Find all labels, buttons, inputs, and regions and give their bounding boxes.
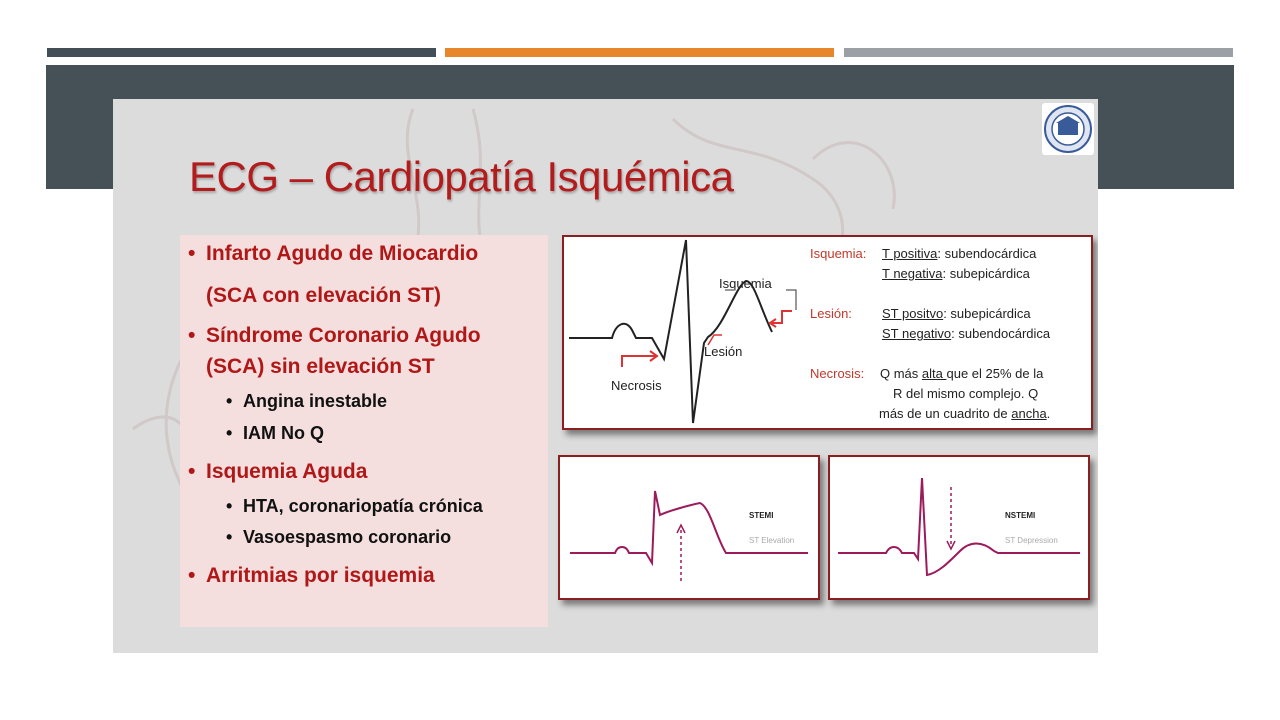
necrosis-line2: R del mismo complejo. Q bbox=[893, 386, 1039, 401]
necrosis-line3: más de un cuadrito de ancha. bbox=[879, 406, 1051, 421]
bullet-text: Síndrome Coronario Agudo bbox=[206, 324, 481, 347]
bullet-text: Infarto Agudo de Miocardio bbox=[206, 242, 479, 265]
isquemia-key: Isquemia: bbox=[810, 246, 867, 261]
necrosis-line1: Q más alta que el 25% de la bbox=[880, 366, 1044, 381]
bullet-text: (SCA) sin elevación ST bbox=[206, 355, 435, 378]
decor-bar-gray bbox=[844, 48, 1233, 57]
stemi-subtitle: ST Elevation bbox=[749, 536, 795, 545]
isquemia-label: Isquemia bbox=[719, 276, 772, 291]
nstemi-title: NSTEMI bbox=[1005, 511, 1036, 520]
bullet-text: (SCA con elevación ST) bbox=[206, 284, 441, 307]
lesion-label: Lesión bbox=[704, 344, 743, 359]
necrosis-label: Necrosis bbox=[611, 378, 662, 393]
slide-image bbox=[113, 99, 1098, 653]
ecg-main-figure bbox=[562, 235, 1093, 430]
isquemia-tneg: T negativa: subepicárdica bbox=[882, 266, 1030, 281]
sub-bullet-text: HTA, coronariopatía crónica bbox=[243, 496, 483, 516]
slide-title: ECG – Cardiopatía Isquémica bbox=[189, 153, 734, 200]
necrosis-key: Necrosis: bbox=[810, 366, 865, 381]
stemi-trace bbox=[560, 457, 818, 598]
sub-bullet-text: Angina inestable bbox=[243, 391, 388, 411]
stemi-title: STEMI bbox=[749, 511, 774, 520]
isquemia-tpos: T positiva: subendocárdica bbox=[882, 246, 1037, 261]
lesion-key: Lesión: bbox=[810, 306, 852, 321]
lesion-stneg: ST negativo: subendocárdica bbox=[882, 326, 1051, 341]
decor-bar-dark bbox=[47, 48, 436, 57]
university-seal-icon bbox=[1042, 103, 1094, 155]
nstemi-trace bbox=[830, 457, 1088, 598]
sub-bullet-text: IAM No Q bbox=[243, 423, 324, 443]
bullet-text: Arritmias por isquemia bbox=[206, 564, 435, 587]
bullet-text: Isquemia Aguda bbox=[206, 460, 368, 483]
nstemi-figure bbox=[828, 455, 1090, 600]
lesion-stpos: ST positvo: subepicárdica bbox=[882, 306, 1031, 321]
bullet-panel bbox=[180, 235, 548, 627]
decor-bar-orange bbox=[445, 48, 834, 57]
stemi-figure bbox=[558, 455, 820, 600]
nstemi-subtitle: ST Depression bbox=[1005, 536, 1058, 545]
sub-bullet-text: Vasoespasmo coronario bbox=[243, 527, 452, 547]
